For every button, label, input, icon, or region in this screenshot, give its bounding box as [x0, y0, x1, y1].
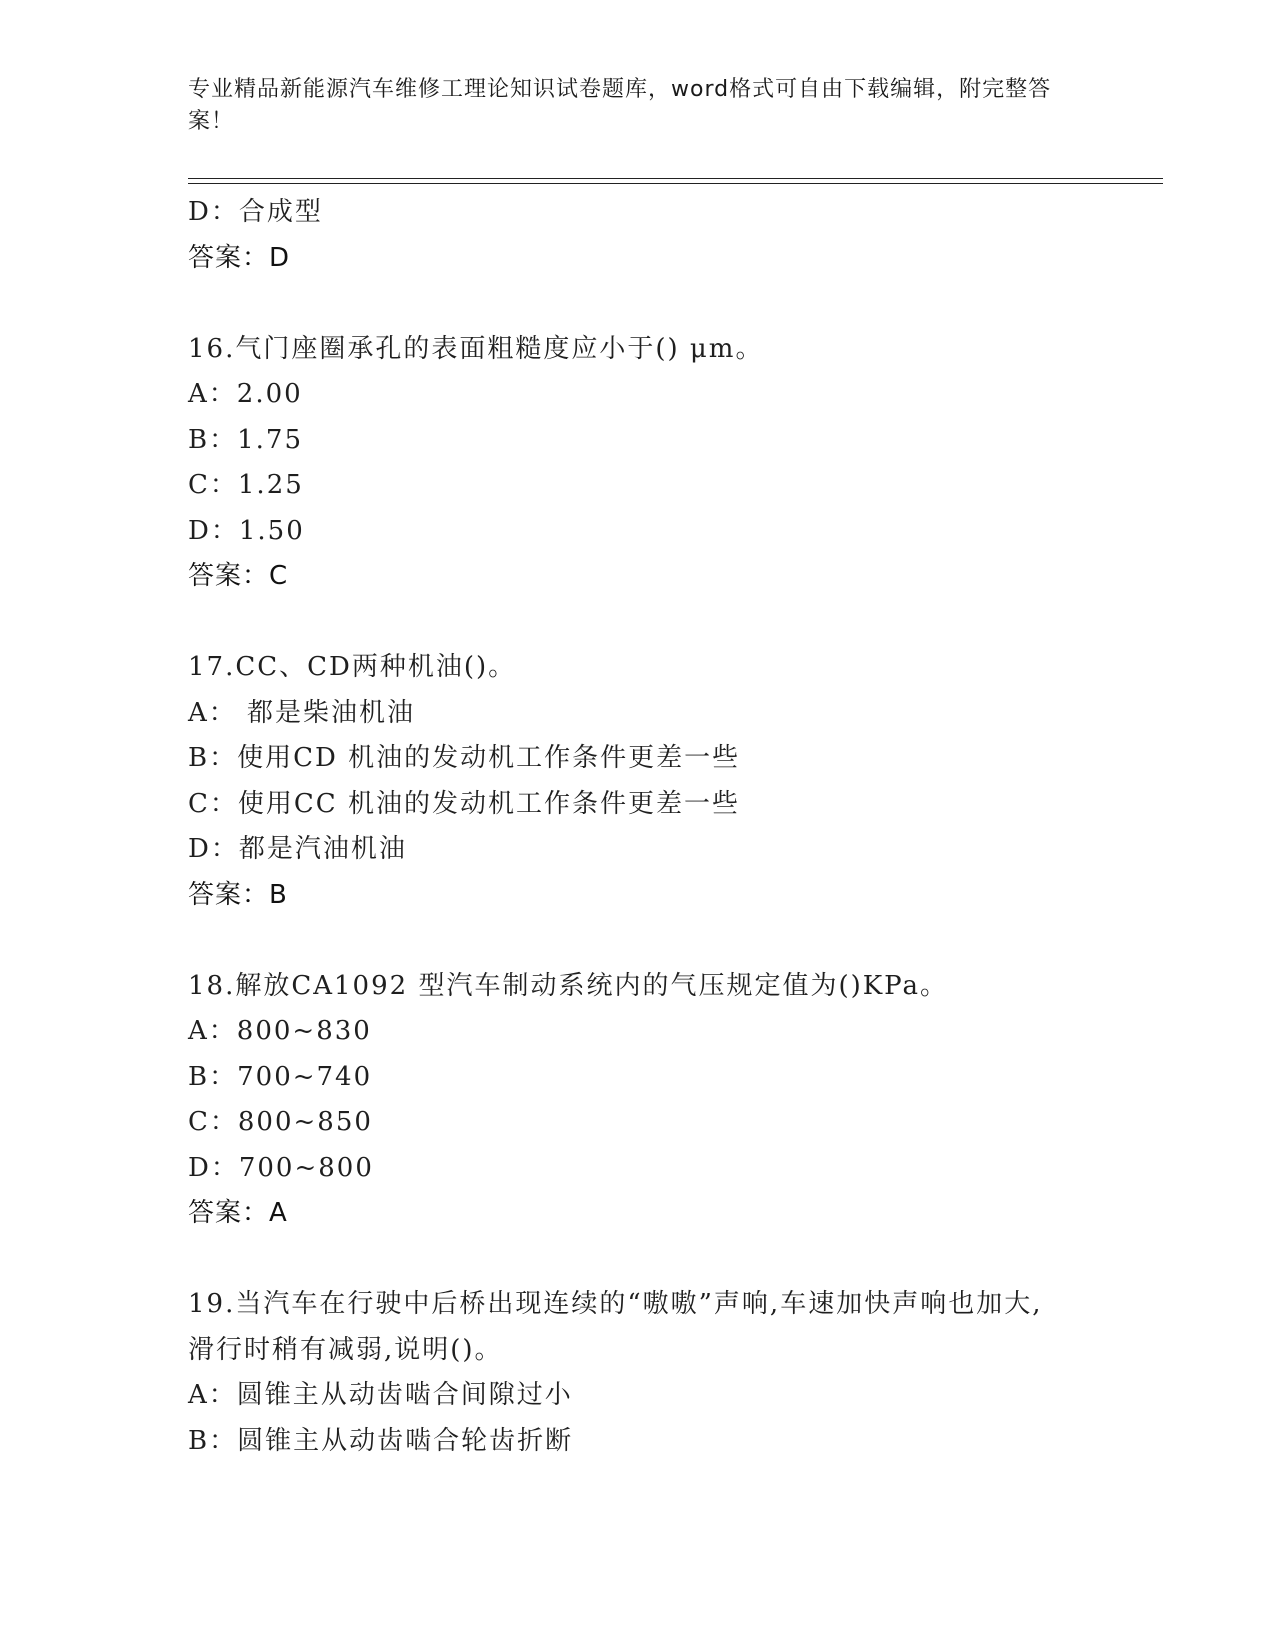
question-list — [188, 190, 1163, 1464]
option-d: D：700~800 — [188, 1152, 374, 1183]
answer-line: 答案：B — [188, 879, 288, 910]
option-c: C：使用CC 机油的发动机工作条件更差一些 — [188, 788, 740, 819]
option-a: A： 都是柴油机油 — [188, 697, 416, 728]
option-a: A：2.00 — [188, 379, 303, 409]
option-b: B：1.75 — [188, 424, 303, 455]
answer-line: 答案：D — [188, 242, 291, 273]
option-a: A：圆锥主从动齿啮合间隙过小 — [188, 1380, 573, 1410]
question-stem: 18.解放CA1092 型汽车制动系统内的气压规定值为()KPa。 — [188, 970, 948, 1001]
header-divider-top — [188, 178, 1163, 179]
answer-line: 答案：A — [188, 1198, 288, 1228]
option-d: D：1.50 — [188, 515, 305, 546]
answer-line: 答案：C — [188, 561, 289, 591]
option-a: A：800~830 — [188, 1016, 372, 1046]
option-c: C：1.25 — [188, 470, 304, 500]
option-d: D：合成型 — [188, 197, 323, 227]
option-c: C：800~850 — [188, 1107, 373, 1137]
question-stem: 16.气门座圈承孔的表面粗糙度应小于() μm。 — [188, 333, 764, 364]
header-divider-bottom — [188, 183, 1163, 184]
question-stem: 17.CC、CD两种机油()。 — [188, 652, 517, 682]
question-stem: 19.当汽车在行驶中后桥出现连续的“嗷嗷”声响,车速加快声响也加大,滑行时稍有减弱,说明()。 — [188, 1289, 1043, 1365]
option-b: B：圆锥主从动齿啮合轮齿折断 — [188, 1425, 574, 1456]
option-b: B：700~740 — [188, 1061, 373, 1092]
spacer — [188, 918, 1163, 964]
spacer — [188, 281, 1163, 327]
spacer — [188, 600, 1163, 646]
option-b: B：使用CD 机油的发动机工作条件更差一些 — [188, 743, 741, 773]
document-header: 专业精品新能源汽车维修工理论知识试卷题库，word格式可自由下载编辑，附完整答案！ — [188, 77, 1052, 134]
option-d: D：都是汽油机油 — [188, 834, 407, 864]
spacer — [188, 1237, 1163, 1283]
